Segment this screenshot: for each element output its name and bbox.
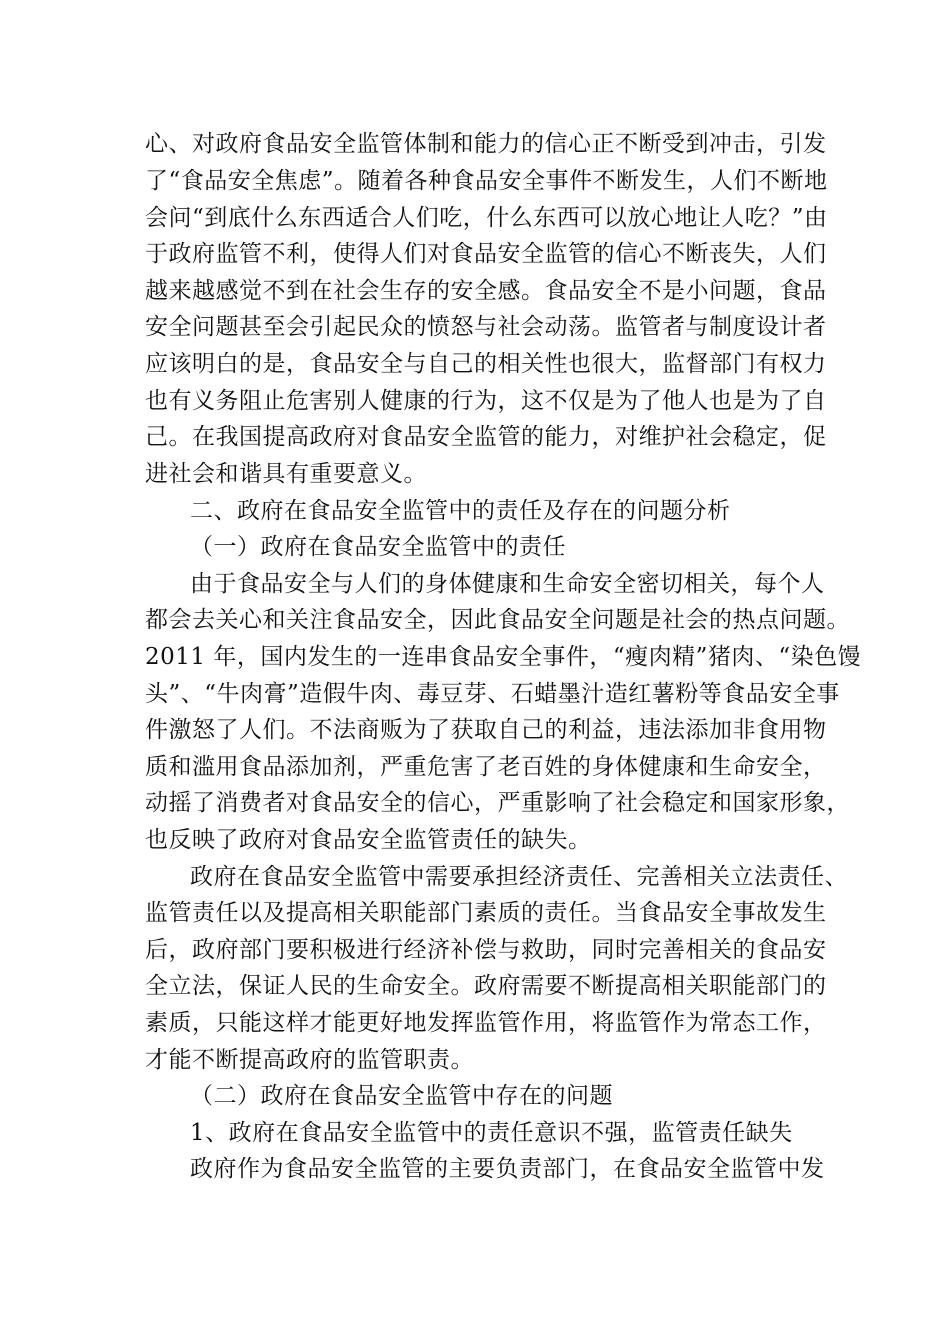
body-text-line: 后，政府部门要积极进行经济补偿与救助，同时完善相关的食品安 — [145, 937, 827, 963]
list-item-heading: 1、政府在食品安全监管中的责任意识不强，监管责任缺失 — [190, 1120, 793, 1146]
body-text-line: 会问“到底什么东西适合人们吃，什么东西可以放心地让人吃？”由 — [145, 205, 828, 231]
body-text-line: 安全问题甚至会引起民众的愤怒与社会动荡。监管者与制度设计者 — [145, 314, 827, 340]
body-text-line: 应该明白的是，食品安全与自己的相关性也很大，监督部门有权力 — [145, 351, 827, 377]
body-text-line: 素质，只能这样才能更好地发挥监管作用，将监管作为常态工作， — [145, 1010, 827, 1036]
body-text-line: 才能不断提高政府的监管职责。 — [145, 1047, 474, 1073]
body-text-line: 质和滥用食品添加剂，严重危害了老百姓的身体健康和生命安全， — [145, 754, 827, 780]
body-text-line: 全立法，保证人民的生命安全。政府需要不断提高相关职能部门的 — [145, 973, 827, 999]
body-text-line: 心、对政府食品安全监管体制和能力的信心正不断受到冲击，引发 — [145, 131, 827, 157]
body-text-line: 监管责任以及提高相关职能部门素质的责任。当食品安全事故发生 — [145, 900, 827, 926]
body-text-line: 也反映了政府对食品安全监管责任的缺失。 — [145, 827, 592, 853]
body-text-line: 于政府监管不利，使得人们对食品安全监管的信心不断丧失，人们 — [145, 241, 827, 267]
body-text-line: 也有义务阻止危害别人健康的行为，这不仅是为了他人也是为了自 — [145, 388, 827, 414]
body-text-line: 2011 年，国内发生的一连串食品安全事件，“瘦肉精”猪肉、“染色馒 — [145, 644, 862, 670]
section-heading: 二、政府在食品安全监管中的责任及存在的问题分析 — [190, 498, 731, 524]
body-text-line: 了“食品安全焦虑”。随着各种食品安全事件不断发生，人们不断地 — [145, 168, 828, 194]
paragraph-first-line: 政府作为食品安全监管的主要负责部门，在食品安全监管中发 — [190, 1156, 825, 1182]
subsection-heading: （一）政府在食品安全监管中的责任 — [190, 534, 566, 560]
paragraph-first-line: 政府在食品安全监管中需要承担经济责任、完善相关立法责任、 — [190, 864, 848, 890]
body-text-line: 进社会和谐具有重要意义。 — [145, 461, 427, 487]
body-text-line: 己。在我国提高政府对食品安全监管的能力，对维护社会稳定，促 — [145, 424, 827, 450]
body-text-line: 都会去关心和关注食品安全，因此食品安全问题是社会的热点问题。 — [145, 607, 850, 633]
subsection-heading: （二）政府在食品安全监管中存在的问题 — [190, 1083, 613, 1109]
paragraph-first-line: 由于食品安全与人们的身体健康和生命安全密切相关，每个人 — [190, 571, 825, 597]
body-text-line: 头”、“牛肉膏”造假牛肉、毒豆芽、石蜡墨汁造红薯粉等食品安全事 — [145, 681, 840, 707]
body-text-line: 动摇了消费者对食品安全的信心，严重影响了社会稳定和国家形象， — [145, 790, 850, 816]
body-text-line: 件激怒了人们。不法商贩为了获取自己的利益，违法添加非食用物 — [145, 717, 827, 743]
body-text-line: 越来越感觉不到在社会生存的安全感。食品安全不是小问题，食品 — [145, 278, 827, 304]
